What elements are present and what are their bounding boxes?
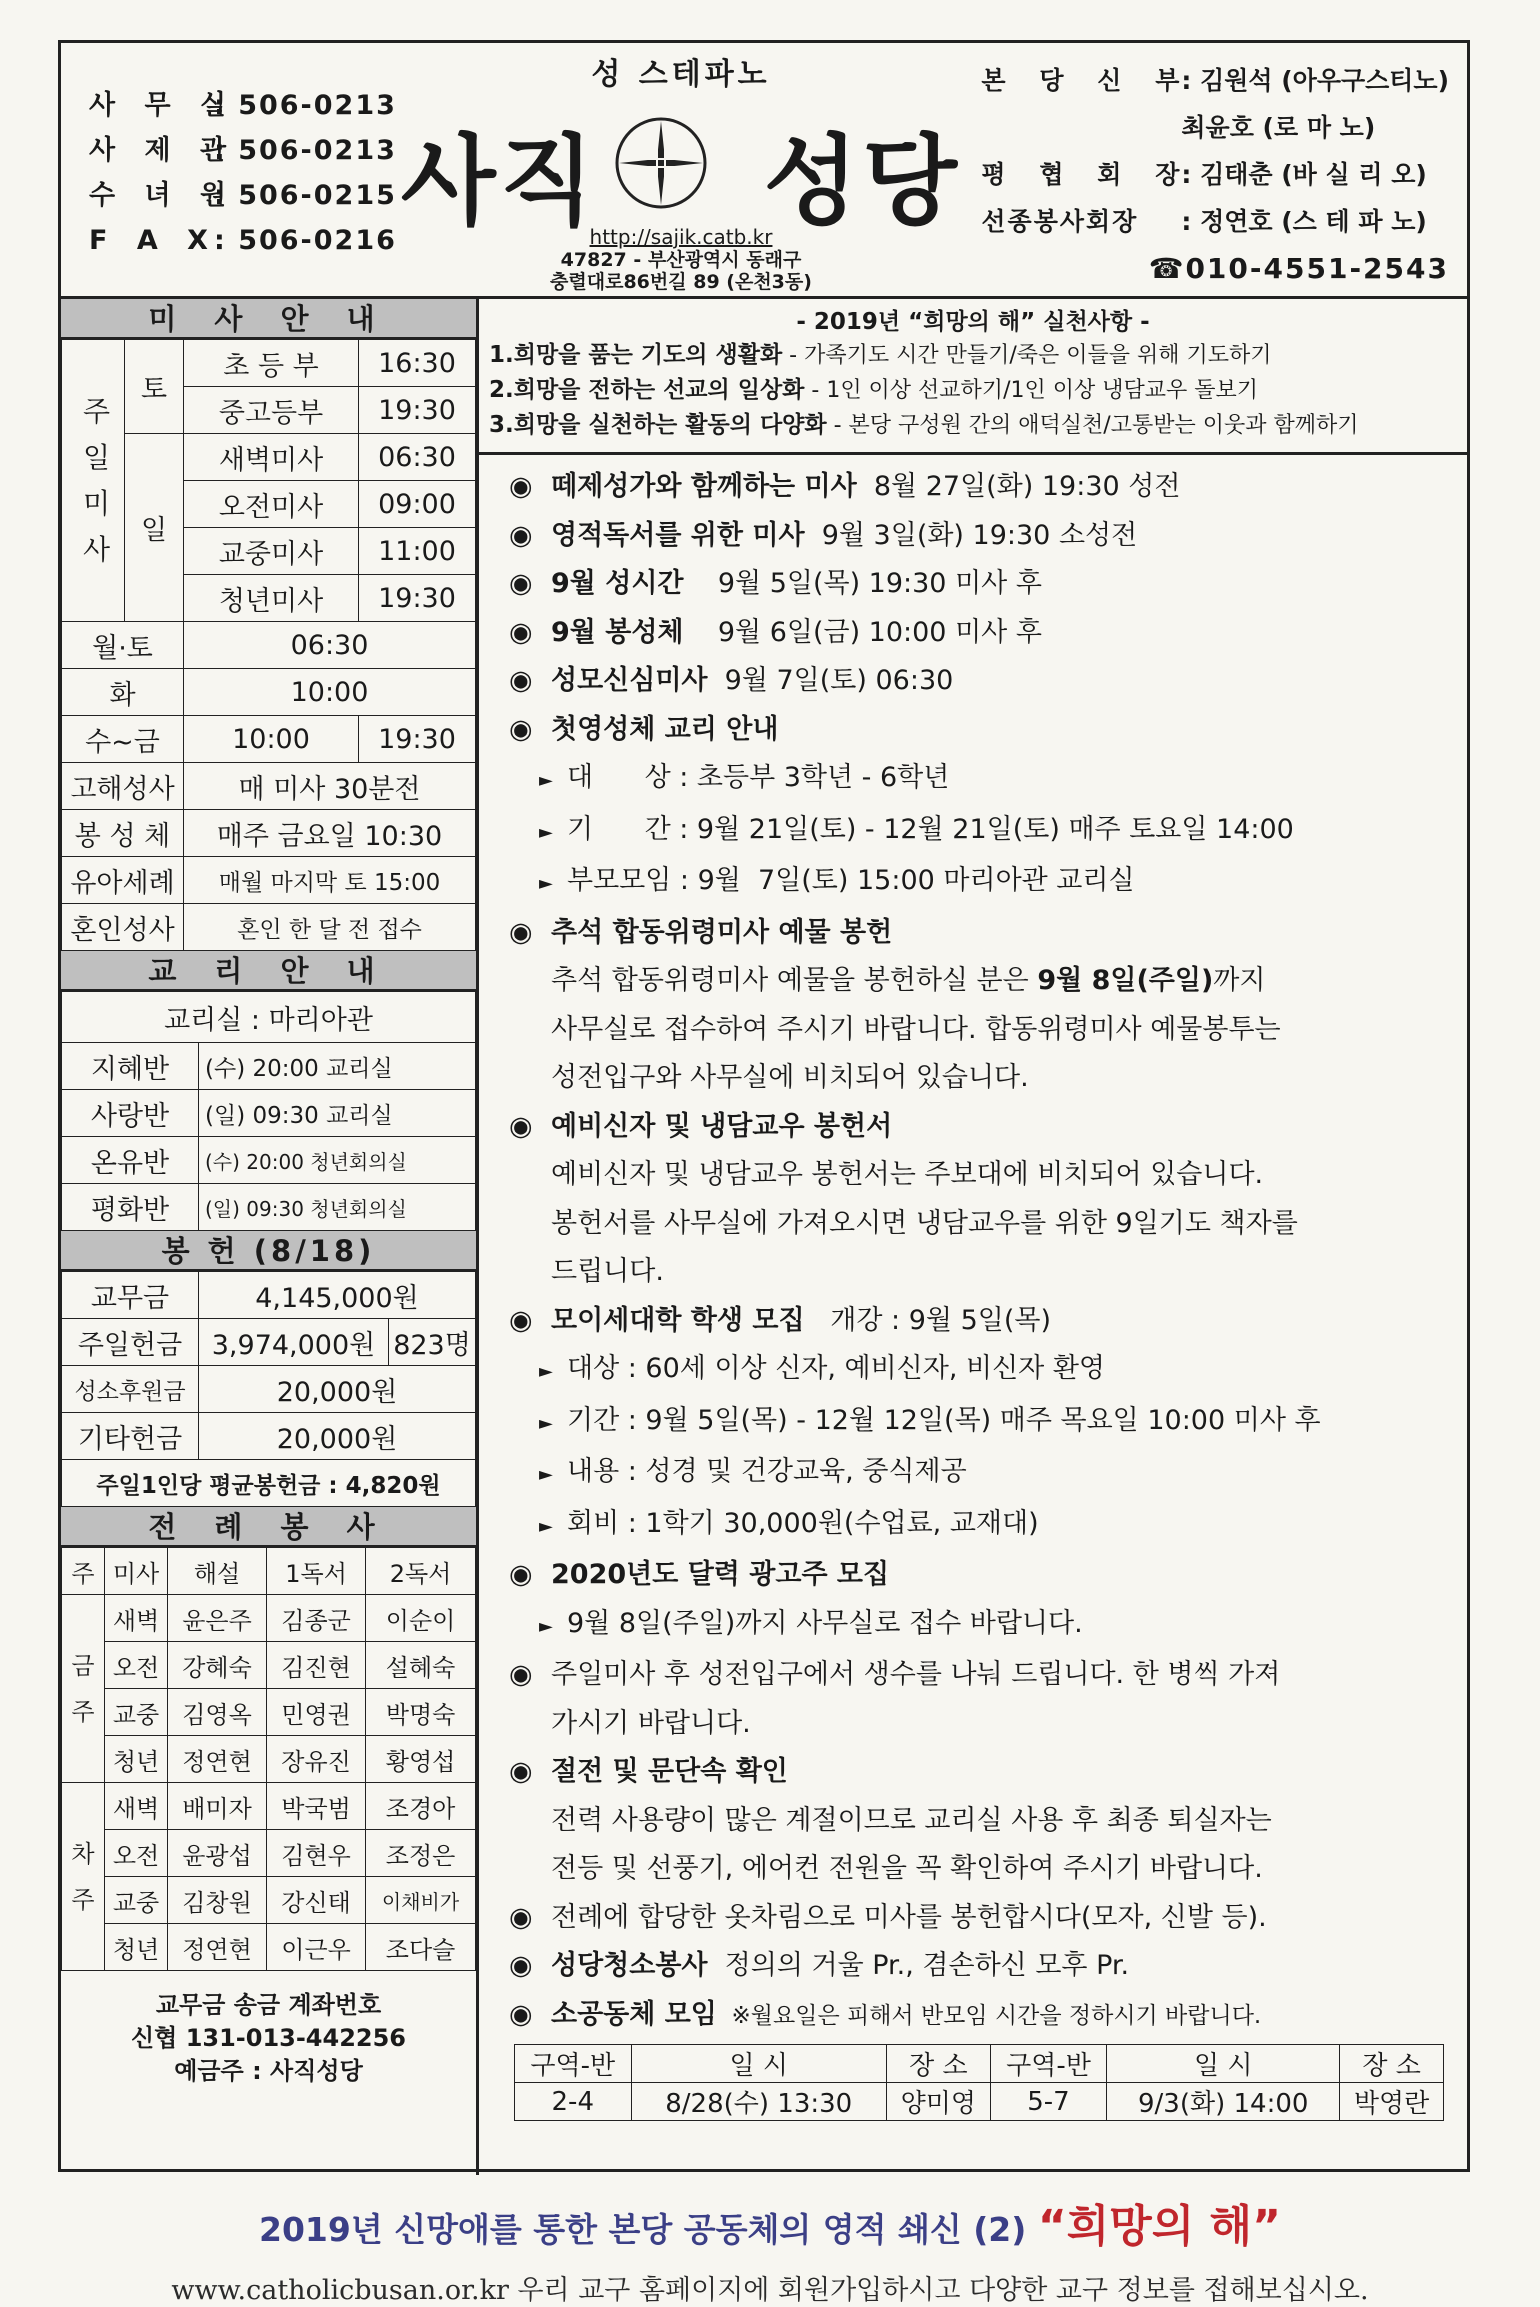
- notice-item: ◉ 2020년도 달력 광고주 모집: [509, 1551, 1467, 1600]
- sg-header: 일 시: [631, 2045, 886, 2083]
- bullet-icon: ◉: [509, 616, 533, 648]
- class-schedule: (수) 20:00 청년회의실: [199, 1137, 476, 1184]
- contact-rectory: 사 제 관: 506-0213: [89, 135, 397, 166]
- liturgy-section-title: 전 례 봉 사: [61, 1507, 476, 1547]
- right-column: [479, 299, 1467, 2121]
- liturgy-cell: 김종군: [267, 1595, 366, 1642]
- class-name: 평화반: [62, 1184, 199, 1231]
- catechism-section-title: 교 리 안 내: [61, 951, 476, 991]
- liturgy-cell: 민영권: [267, 1689, 366, 1736]
- sg-cell: 5-7: [990, 2083, 1107, 2121]
- arrow-icon: ►: [539, 1464, 553, 1485]
- notice-item: ◉ 추석 합동위령미사 예물 봉헌: [509, 909, 1467, 958]
- class-name: 지혜반: [62, 1043, 199, 1090]
- liturgy-cell: 박국범: [267, 1783, 366, 1830]
- notice-item: ◉ 모이세대학 학생 모집 개강 : 9월 5일(목): [509, 1297, 1467, 1346]
- offering-value: 4,145,000원: [199, 1272, 476, 1319]
- liturgy-table: [61, 1547, 476, 1971]
- title-right: 성당: [763, 125, 961, 239]
- notice-subline: ► 부모모임 : 9월 7일(토) 15:00 마리아관 교리실: [509, 857, 1467, 909]
- motto-line: 2.희망을 전하는 선교의 일상화 - 1인 이상 선교하기/1인 이상 냉담교우 돌보기: [489, 377, 1258, 403]
- offering-value: 20,000원: [199, 1413, 476, 1460]
- notice-item: ◉ 절전 및 문단속 확인: [509, 1748, 1467, 1797]
- cross-logo-icon: [611, 113, 711, 213]
- notice-subline: ► 기간 : 9월 5일(목) - 12월 12일(목) 매주 목요일 10:00 미사 후: [509, 1397, 1467, 1449]
- liturgy-cell: 조경아: [366, 1783, 476, 1830]
- weekday-time: 10:00: [184, 669, 476, 716]
- sg-header: 구역-반: [515, 2045, 632, 2083]
- liturgy-cell: 박명숙: [366, 1689, 476, 1736]
- small-group-table: [514, 2044, 1444, 2121]
- address-line-1: 47827 - 부산광역시 동래구: [560, 249, 802, 271]
- arrow-icon: ►: [539, 873, 553, 894]
- bullet-icon: ◉: [509, 665, 533, 696]
- notice-item: ◉ 영적독서를 위한 미사 9월 3일(화) 19:30 소성전: [509, 512, 1467, 561]
- arrow-icon: ►: [539, 1615, 553, 1637]
- mass-table: [61, 339, 476, 951]
- notice-item: ◉ 소공동체 모임 ※월요일은 피해서 반모임 시간을 정하시기 바랍니다.: [509, 1991, 1467, 2041]
- offering-name: 기타헌금: [62, 1413, 199, 1460]
- mass-time: 09:00: [359, 481, 476, 528]
- liturgy-cell: 김현우: [267, 1830, 366, 1877]
- bullet-icon: ◉: [509, 713, 533, 745]
- notice-paragraph: 가시기 바랍니다.: [551, 1707, 751, 1739]
- contact-fax: F A X: 506-0216: [89, 225, 397, 256]
- masthead-subtitle: 성 스테파노: [591, 57, 771, 92]
- weekday-label: 수~금: [62, 716, 184, 763]
- sacrament-value: 매주 금요일 10:30: [184, 810, 476, 857]
- catechism-room: 교리실 : 마리아관: [62, 992, 476, 1043]
- account-title: 교무금 송금 계좌번호: [155, 1991, 382, 2019]
- liturgy-cell: 오전: [105, 1642, 168, 1689]
- bulletin-header: [61, 43, 1467, 299]
- mass-time: 06:30: [359, 434, 476, 481]
- sg-header: 일 시: [1107, 2045, 1340, 2083]
- mass-section-title: 미 사 안 내: [61, 299, 476, 339]
- bullet-icon: ◉: [509, 1901, 533, 1933]
- notice-subline: ► 기 간 : 9월 21일(토) - 12월 21일(토) 매주 토요일 14:00: [509, 806, 1467, 858]
- notice-paragraph: 성전입구와 사무실에 비치되어 있습니다.: [551, 1062, 1029, 1093]
- mass-time: 16:30: [359, 340, 476, 387]
- notice-item: ◉ 주일미사 후 성전입구에서 생수를 나눠 드립니다. 한 병씩 가져: [509, 1651, 1467, 1700]
- notice-item: ◉ 성모신심미사 9월 7일(토) 06:30: [509, 657, 1467, 706]
- notice-subline: ► 대상 : 60세 이상 신자, 예비신자, 비신자 환영: [509, 1345, 1467, 1397]
- mass-name: 오전미사: [184, 481, 359, 528]
- liturgy-cell: 조다슬: [366, 1924, 476, 1971]
- yearly-motto: [479, 299, 1467, 455]
- bullet-icon: ◉: [509, 1950, 533, 1981]
- notice-list: [479, 455, 1467, 2040]
- title-left: 사직: [401, 125, 599, 239]
- notice-paragraph: 드립니다.: [551, 1256, 664, 1287]
- liturgy-cell: 정연현: [168, 1924, 267, 1971]
- arrow-icon: ►: [539, 1361, 553, 1382]
- liturgy-cell: 청년: [105, 1924, 168, 1971]
- liturgy-header: 2독서: [366, 1548, 476, 1595]
- mass-name: 중고등부: [184, 387, 359, 434]
- weekday-time: 19:30: [359, 716, 476, 763]
- arrow-icon: ►: [539, 1412, 553, 1434]
- sacrament-label: 고해성사: [62, 763, 184, 810]
- notice-item: ◉ 떼제성가와 함께하는 미사 8월 27일(화) 19:30 성전: [509, 463, 1467, 512]
- notice-paragraph: 봉헌서를 사무실에 가져오시면 냉담교우를 위한 9일기도 책자를: [551, 1207, 1298, 1239]
- bullet-icon: ◉: [509, 1110, 533, 1142]
- bullet-icon: ◉: [509, 1304, 533, 1336]
- offering-value: 3,974,000원: [199, 1319, 389, 1366]
- liturgy-cell: 강혜숙: [168, 1642, 267, 1689]
- liturgy-header: 해설: [168, 1548, 267, 1595]
- liturgy-header: 미사: [105, 1548, 168, 1595]
- sacrament-label: 유아세례: [62, 857, 184, 904]
- notice-item: ◉ 성당청소봉사 정의의 거울 Pr., 겸손하신 모후 Pr.: [509, 1942, 1467, 1991]
- liturgy-cell: 청년: [105, 1736, 168, 1783]
- weekday-label: 월·토: [62, 622, 184, 669]
- sunday-mass-label: 주일미사: [62, 340, 125, 622]
- notice-item: ◉ 첫영성체 교리 안내: [509, 706, 1467, 755]
- motto-line: 3.희망을 실천하는 활동의 다양화 - 본당 구성원 간의 애덕실천/고통받는 이웃과 함께하기: [489, 412, 1359, 438]
- liturgy-cell: 조정은: [366, 1830, 476, 1877]
- catechism-table: [61, 991, 476, 1231]
- notice-subline: ► 대 상 : 초등부 3학년 - 6학년: [509, 754, 1467, 806]
- liturgy-cell: 이순이: [366, 1595, 476, 1642]
- clergy-pastor: 본 당 신 부: 김원석 (아우구스티노): [981, 66, 1449, 95]
- bullet-icon: ◉: [509, 1756, 533, 1787]
- offering-average: 주일1인당 평균봉헌금 : 4,820원: [62, 1460, 476, 1507]
- arrow-icon: ►: [539, 770, 553, 791]
- liturgy-cell: 교중: [105, 1689, 168, 1736]
- liturgy-cell: 교중: [105, 1877, 168, 1924]
- class-schedule: (수) 20:00 교리실: [199, 1043, 476, 1090]
- notice-subline: ► 내용 : 성경 및 건강교육, 중식제공: [509, 1448, 1467, 1500]
- bullet-icon: ◉: [509, 519, 533, 551]
- clergy-funeral: 선종봉사회장 : 정연호 (스 테 파 노): [981, 207, 1427, 236]
- sg-cell: 2-4: [515, 2083, 632, 2121]
- bullet-icon: ◉: [509, 568, 533, 599]
- mass-time: 19:30: [359, 575, 476, 622]
- liturgy-cell: 김창원: [168, 1877, 267, 1924]
- weekday-time: 06:30: [184, 622, 476, 669]
- bullet-icon: ◉: [509, 1559, 533, 1590]
- notice-item: ◉ 9월 봉성체 9월 6일(금) 10:00 미사 후: [509, 609, 1467, 658]
- phone-number: ☎010-4551-2543: [1148, 252, 1449, 285]
- liturgy-cell: 김영옥: [168, 1689, 267, 1736]
- sacrament-label: 혼인성사: [62, 904, 184, 951]
- notice-paragraph: 사무실로 접수하여 주시기 바랍니다. 합동위령미사 예물봉투는: [551, 1013, 1281, 1045]
- clergy-council: 평 협 회 장: 김태춘 (바 실 리 오): [981, 160, 1427, 189]
- liturgy-cell: 윤광섭: [168, 1830, 267, 1877]
- liturgy-cell: 이근우: [267, 1924, 366, 1971]
- class-schedule: (일) 09:30 교리실: [199, 1090, 476, 1137]
- bullet-icon: ◉: [509, 1998, 533, 2030]
- sg-header: 구역-반: [990, 2045, 1107, 2083]
- sg-cell: 양미영: [886, 2083, 990, 2121]
- sacrament-value: 매월 마지막 토 15:00: [184, 857, 476, 904]
- notice-subline: ► 9월 8일(주일)까지 사무실로 접수 바랍니다.: [509, 1600, 1467, 1652]
- address-line-2: 충렬대로86번길 89 (온천3동): [550, 271, 812, 293]
- motto-title: - 2019년 “희망의 해” 실천사항 -: [796, 309, 1150, 335]
- account-info: [61, 1971, 476, 2088]
- notice-paragraph: 전등 및 선풍기, 에어컨 전원을 꼭 확인하여 주시기 바랍니다.: [551, 1853, 1263, 1884]
- offering-name: 성소후원금: [62, 1366, 199, 1413]
- left-column: [61, 299, 479, 2175]
- contact-convent: 수 녀 원: 506-0215: [89, 180, 397, 211]
- liturgy-cell: 김진현: [267, 1642, 366, 1689]
- class-name: 온유반: [62, 1137, 199, 1184]
- footer-hope: “희망의 해”: [1037, 2201, 1281, 2252]
- liturgy-cell: 장유진: [267, 1736, 366, 1783]
- footer-slogan: 2019년 신망애를 통한 본당 공동체의 영적 쇄신 (2) “희망의 해”: [259, 2201, 1281, 2252]
- liturgy-cell: 새벽: [105, 1783, 168, 1830]
- sg-cell: 8/28(수) 13:30: [631, 2083, 886, 2121]
- clergy-list: [981, 57, 1449, 292]
- mass-name: 교중미사: [184, 528, 359, 575]
- sg-cell: 9/3(화) 14:00: [1107, 2083, 1340, 2121]
- arrow-icon: ►: [539, 1515, 553, 1537]
- notice-item: ◉ 전례에 합당한 옷차림으로 미사를 봉헌합시다(모자, 신발 등).: [509, 1894, 1467, 1943]
- liturgy-header: 주: [62, 1548, 105, 1595]
- notice-paragraph: 전력 사용량이 많은 계절이므로 교리실 사용 후 최종 퇴실자는: [551, 1804, 1272, 1836]
- class-name: 사랑반: [62, 1090, 199, 1137]
- motto-line: 1.희망을 품는 기도의 생활화 - 가족기도 시간 만들기/죽은 이들을 위해 기도하기: [489, 342, 1272, 368]
- offering-count: 823명: [389, 1319, 476, 1366]
- mass-name: 새벽미사: [184, 434, 359, 481]
- liturgy-cell: 새벽: [105, 1595, 168, 1642]
- week-label: 금주: [62, 1595, 105, 1783]
- sg-header: 장 소: [886, 2045, 990, 2083]
- account-number: 신협 131-013-442256: [130, 2024, 407, 2052]
- offering-table: [61, 1271, 476, 1507]
- saturday-label: 토: [125, 340, 184, 434]
- clergy-assistant: 최윤호 (로 마 노): [1181, 113, 1376, 142]
- notice-paragraph: 추석 합동위령미사 예물을 봉헌하실 분은 9월 8일(주일)까지: [551, 965, 1266, 996]
- liturgy-cell: 황영섭: [366, 1736, 476, 1783]
- liturgy-cell: 오전: [105, 1830, 168, 1877]
- liturgy-cell: 배미자: [168, 1783, 267, 1830]
- sunday-label: 일: [125, 434, 184, 622]
- bullet-icon: ◉: [509, 916, 533, 948]
- notice-item: ◉ 예비신자 및 냉담교우 봉헌서: [509, 1103, 1467, 1152]
- bullet-icon: ◉: [509, 1659, 533, 1690]
- mass-time: 11:00: [359, 528, 476, 575]
- liturgy-header: 1독서: [267, 1548, 366, 1595]
- liturgy-cell: 설혜숙: [366, 1642, 476, 1689]
- weekday-time: 10:00: [184, 716, 359, 763]
- arrow-icon: ►: [539, 821, 553, 843]
- sg-header: 장 소: [1340, 2045, 1444, 2083]
- notice-paragraph: 예비신자 및 냉담교우 봉헌서는 주보대에 비치되어 있습니다.: [551, 1159, 1264, 1190]
- sacrament-value: 혼인 한 달 전 접수: [184, 904, 476, 951]
- sacrament-label: 봉 성 체: [62, 810, 184, 857]
- sg-cell: 박영란: [1340, 2083, 1444, 2121]
- mass-name: 청년미사: [184, 575, 359, 622]
- liturgy-cell: 윤은주: [168, 1595, 267, 1642]
- bullet-icon: ◉: [509, 471, 533, 502]
- liturgy-cell: 강신태: [267, 1877, 366, 1924]
- offering-value: 20,000원: [199, 1366, 476, 1413]
- mass-name: 초 등 부: [184, 340, 359, 387]
- liturgy-cell: 이채비가: [366, 1877, 476, 1924]
- account-holder: 예금주 : 사직성당: [174, 2057, 363, 2085]
- liturgy-cell: 정연현: [168, 1736, 267, 1783]
- week-label: 차주: [62, 1783, 105, 1971]
- parish-url[interactable]: http://sajik.catb.kr: [589, 225, 773, 249]
- contact-office: 사 무 실: 506-0213: [89, 90, 397, 121]
- offering-section-title: 봉 헌 (8/18): [61, 1231, 476, 1271]
- offering-name: 주일헌금: [62, 1319, 199, 1366]
- contact-list: [89, 83, 397, 263]
- bulletin-frame: [58, 40, 1470, 2172]
- mass-time: 19:30: [359, 387, 476, 434]
- footer-diocese-note: www.catholicbusan.or.kr 우리 교구 홈페이지에 회원가입하시고 다양한 교구 정보를 접해보십시오.: [171, 2275, 1369, 2306]
- notice-item: ◉ 9월 성시간 9월 5일(목) 19:30 미사 후: [509, 560, 1467, 609]
- offering-name: 교무금: [62, 1272, 199, 1319]
- weekday-label: 화: [62, 669, 184, 716]
- notice-subline: ► 회비 : 1학기 30,000원(수업료, 교재대): [509, 1500, 1467, 1552]
- sacrament-value: 매 미사 30분전: [184, 763, 476, 810]
- class-schedule: (일) 09:30 청년회의실: [199, 1184, 476, 1231]
- masthead: [401, 43, 961, 299]
